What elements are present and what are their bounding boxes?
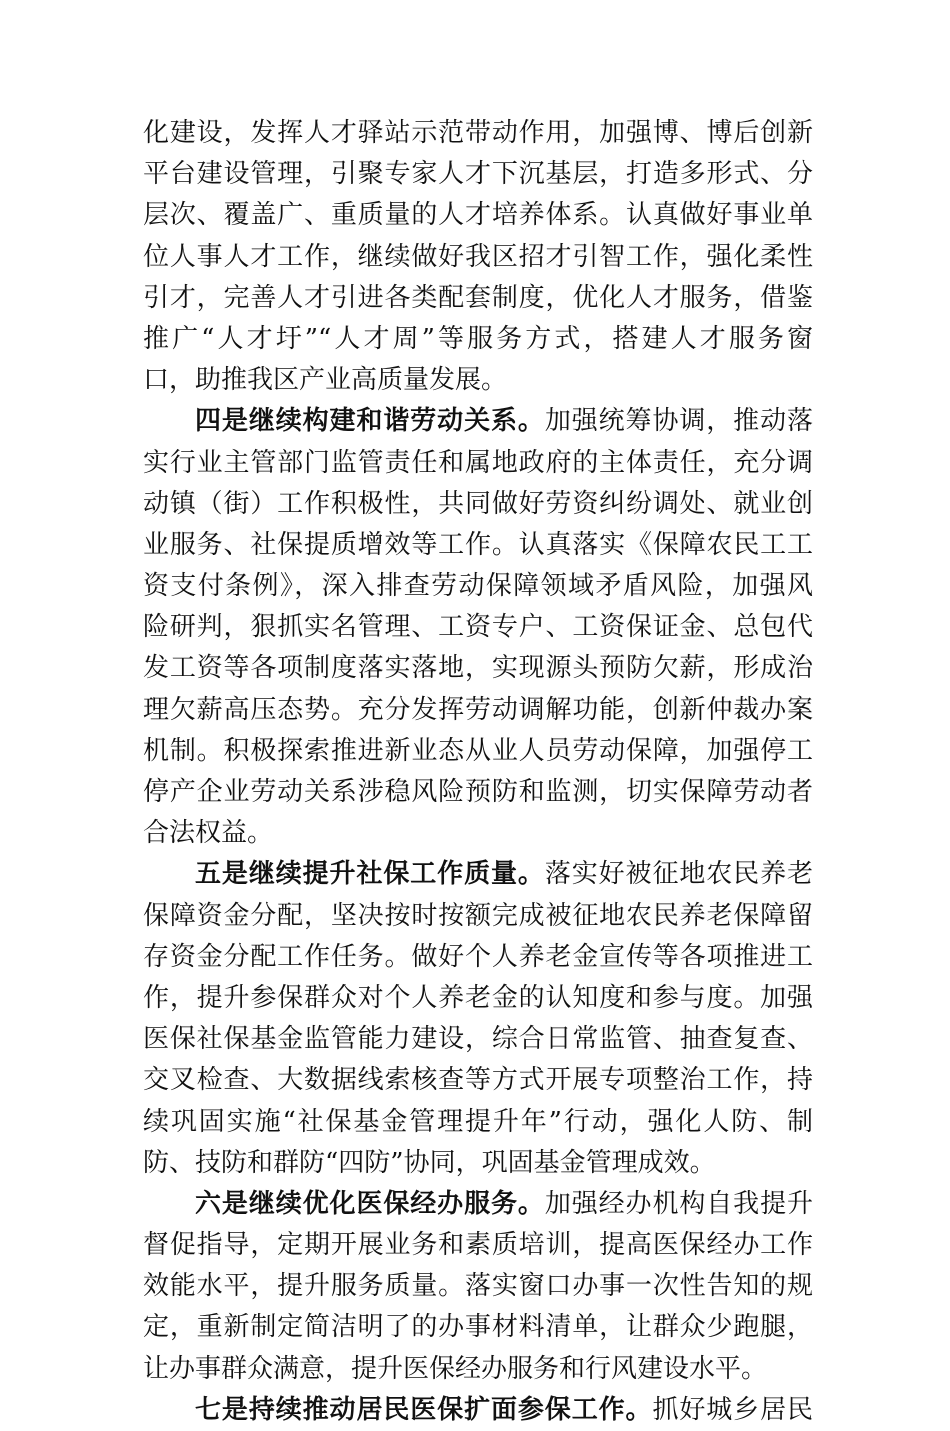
text-line: 位人事人才工作，继续做好我区招才引智工作，强化柔性 [143,241,813,272]
paragraph-heading: 六是继续优化医保经办服务。 [195,1188,545,1219]
paragraph [143,1184,813,1390]
text-line: 理欠薪高压态势。充分发挥劳动调解功能，创新仲裁办案 [143,694,813,725]
text-line: 推广“人才圩”“人才周”等服务方式，搭建人才服务窗 [143,323,813,354]
paragraph-heading: 四是继续构建和谐劳动关系。 [195,406,545,437]
text-run: 加强经办机构自我提升 [544,1188,813,1219]
text-line: 停产企业劳动关系涉稳风险预防和监测，切实保障劳动者 [143,777,813,807]
text-run: 加强统筹协调，推动落 [544,406,813,437]
text-line: 平台建设管理，引聚专家人才下沉基层，打造多形式、分 [143,159,813,190]
text-line: 合法权益。 [143,818,274,849]
text-line: 效能水平，提升服务质量。落实窗口办事一次性告知的规 [143,1271,813,1302]
document-body [143,113,813,1431]
paragraph-heading: 七是持续推动居民医保扩面参保工作。 [195,1394,653,1425]
text-line: 存资金分配工作任务。做好个人养老金宣传等各项推进工 [143,941,813,972]
text-line: 化建设，发挥人才驿站示范带动作用，加强博、博后创新 [143,118,813,148]
text-line: 交叉检查、大数据线索核查等方式开展专项整治工作，持 [143,1065,813,1096]
paragraph [143,854,813,1184]
paragraph-heading: 五是继续提升社保工作质量。 [195,859,545,890]
text-line: 层次、覆盖广、重质量的人才培养体系。认真做好事业单 [143,200,813,231]
text-line: 口，助推我区产业高质量发展。 [143,365,508,396]
text-line: 资支付条例》，深入排查劳动保障领域矛盾风险，加强风 [143,571,813,602]
text-line: 医保社保基金监管能力建设，综合日常监管、抽查复查、 [143,1024,813,1055]
text-line: 发工资等各项制度落实落地，实现源头预防欠薪，形成治 [143,653,813,684]
text-line: 作，提升参保群众对个人养老金的认知度和参与度。加强 [143,982,813,1013]
text-line: 险研判，狠抓实名管理、工资专户、工资保证金、总包代 [143,612,813,643]
text-line: 续巩固实施“社保基金管理提升年”行动，强化人防、制 [143,1106,813,1137]
text-line: 实行业主管部门监管责任和属地政府的主体责任，充分调 [143,447,813,478]
text-line [143,1390,813,1431]
text-line: 动镇（街）工作积极性，共同做好劳资纠纷调处、就业创 [143,488,813,519]
text-line: 保障资金分配，坚决按时按额完成被征地农民养老保障留 [143,900,813,931]
text-line [143,401,813,442]
text-run: 抓好城乡居民 [652,1394,813,1425]
text-line: 督促指导，定期开展业务和素质培训，提高医保经办工作 [143,1230,813,1261]
text-line: 防、技防和群防“四防”协同，巩固基金管理成效。 [143,1147,716,1178]
text-line [143,1184,813,1225]
text-run: 落实好被征地农民养老 [544,859,813,890]
text-line: 定，重新制定简洁明了的办事材料清单，让群众少跑腿， [143,1312,813,1343]
text-line: 引才，完善人才引进各类配套制度，优化人才服务，借鉴 [143,282,813,313]
text-line [143,854,813,895]
paragraph [143,1390,813,1431]
paragraph [143,401,813,854]
text-line: 机制。积极探索推进新业态从业人员劳动保障，加强停工 [143,735,813,766]
paragraph [143,113,813,401]
text-line: 让办事群众满意，提升医保经办服务和行风建设水平。 [143,1353,768,1384]
text-line: 业服务、社保提质增效等工作。认真落实《保障农民工工 [143,529,813,560]
